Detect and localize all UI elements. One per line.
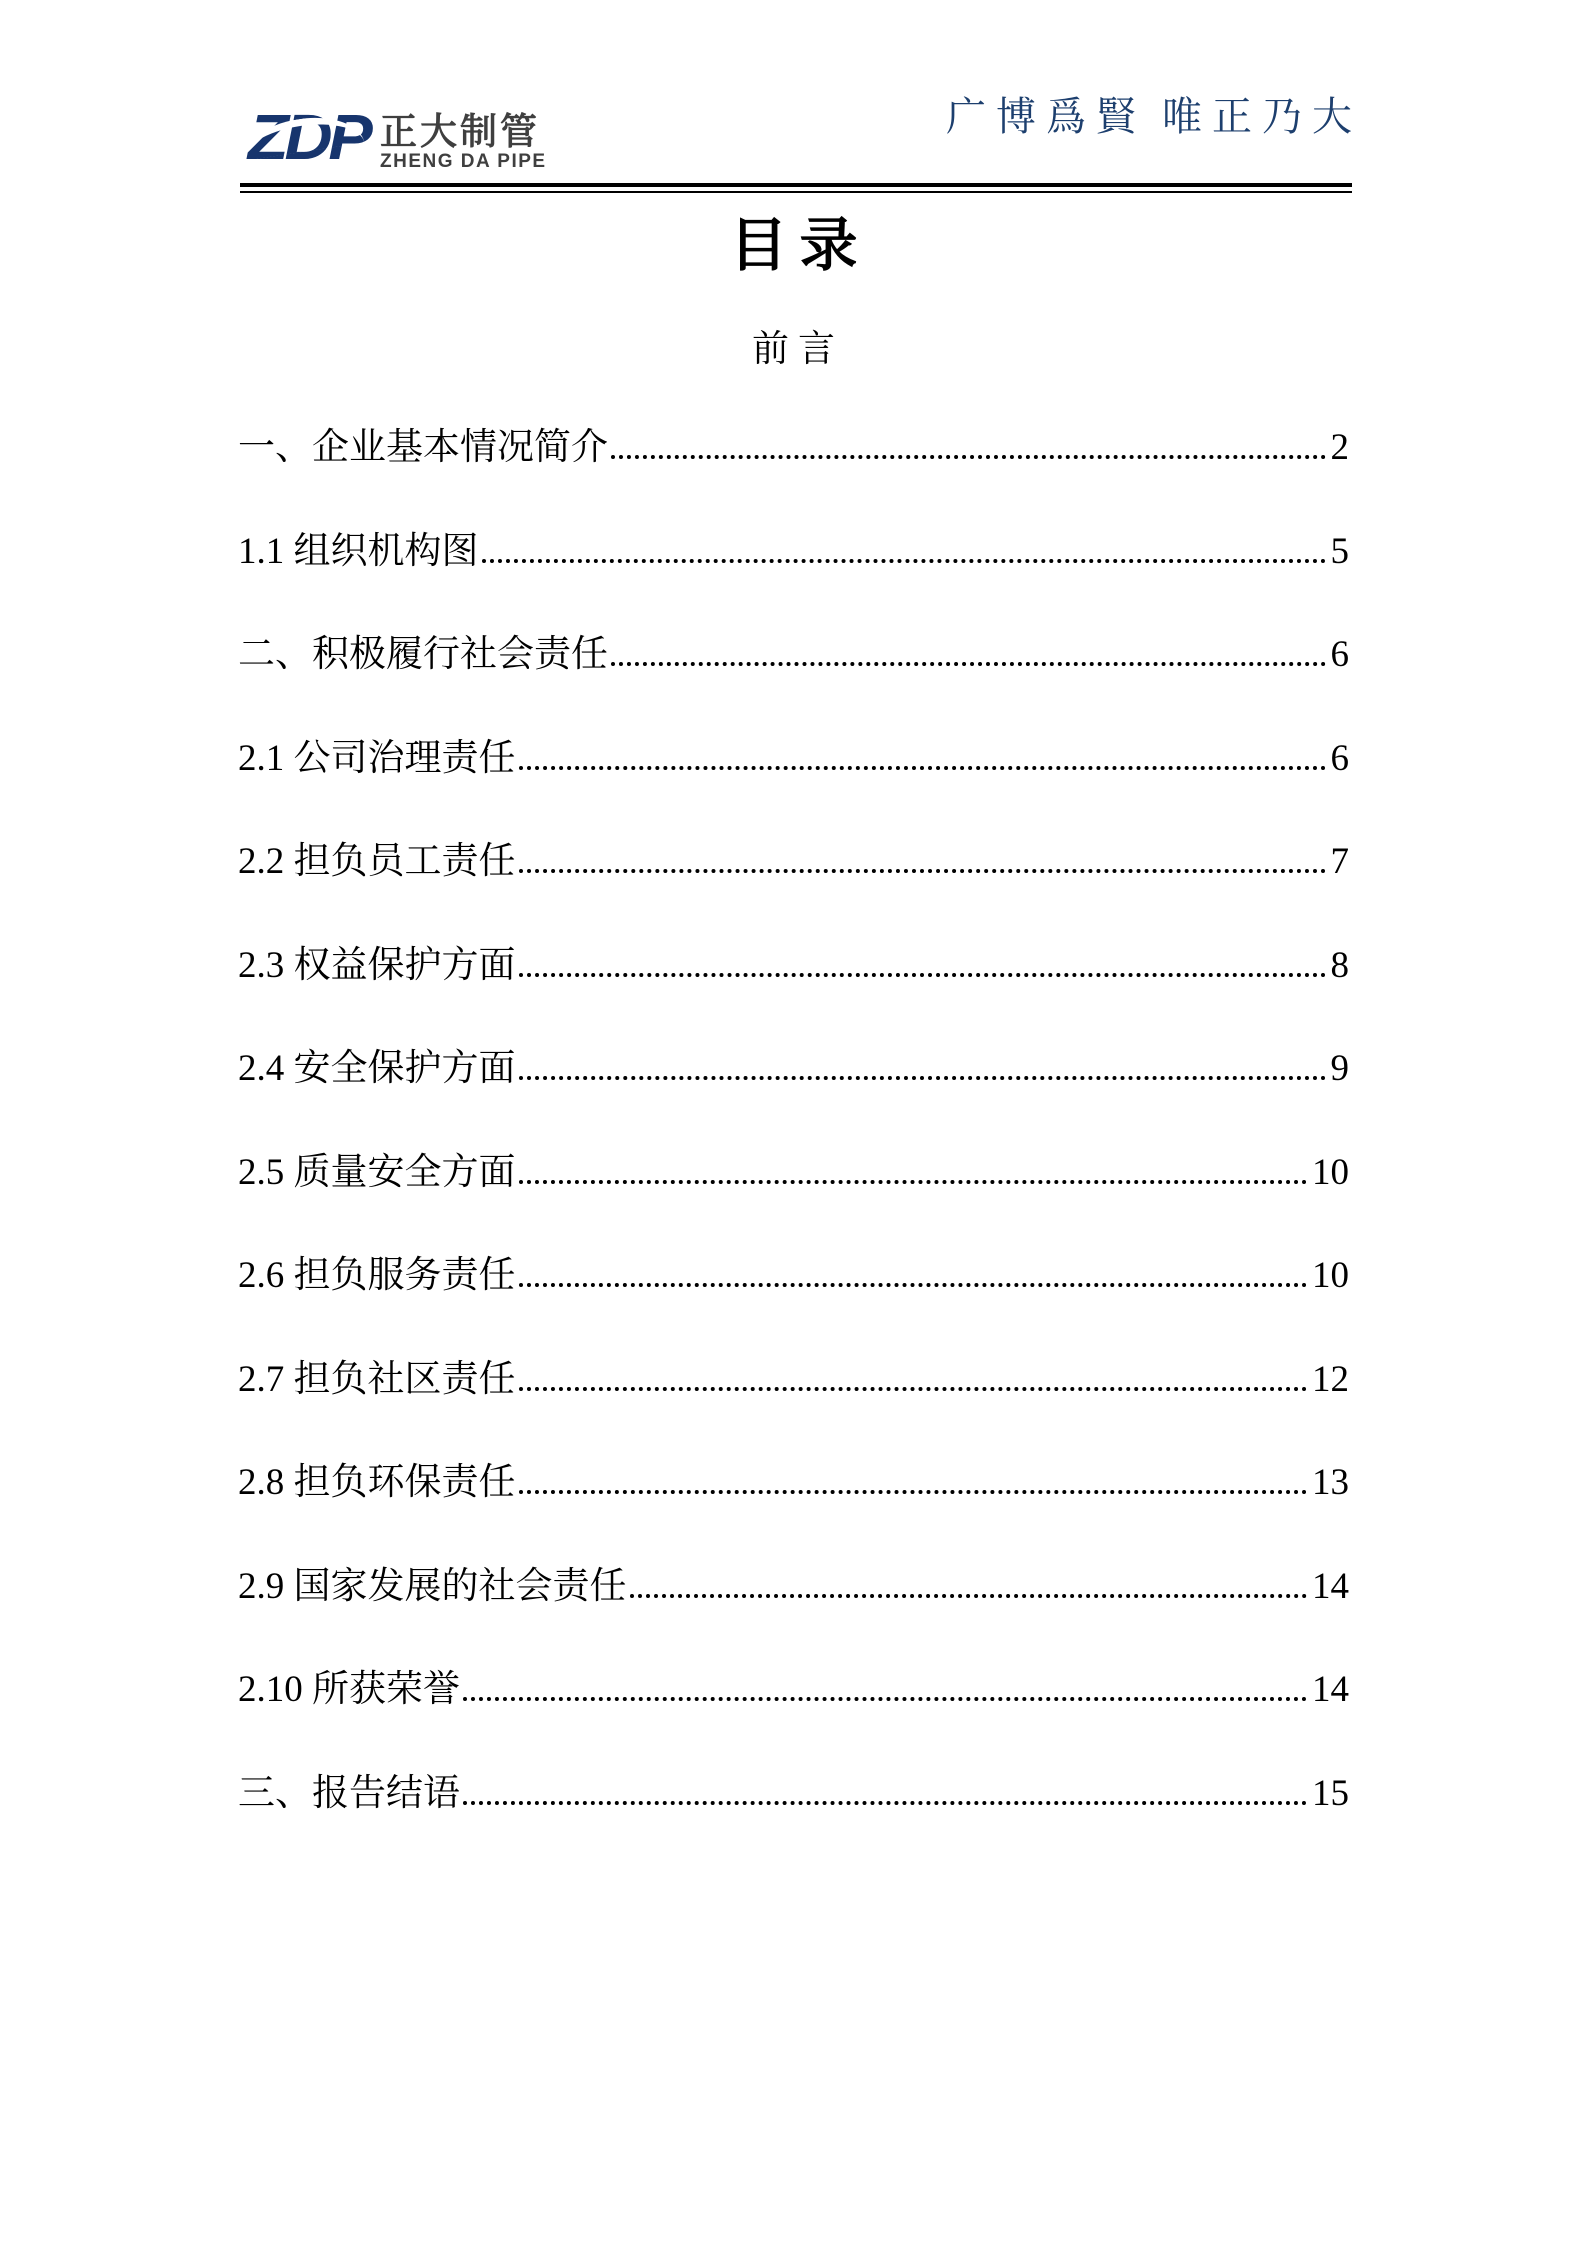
toc-entry-page: 5	[1330, 530, 1349, 572]
toc-entry-label: 2.10 所获荣誉	[238, 1669, 460, 1710]
toc-dot-leader	[482, 559, 1326, 563]
toc-entry[interactable]	[238, 532, 1349, 572]
toc-dot-leader	[611, 455, 1326, 459]
toc-entry[interactable]	[238, 842, 1349, 882]
toc-entry-page: 12	[1312, 1358, 1349, 1400]
toc-entry[interactable]	[238, 1256, 1349, 1296]
toc-entry-page: 6	[1330, 634, 1349, 675]
toc-entry-page: 10	[1312, 1255, 1349, 1296]
toc-entry-label: 一、企业基本情况简介	[238, 427, 608, 468]
toc-entry[interactable]	[238, 739, 1349, 779]
toc-dot-leader	[519, 973, 1326, 977]
toc-entry-label: 2.3 权益保护方面	[238, 944, 516, 986]
toc-entry-label: 2.7 担负社区责任	[238, 1358, 516, 1400]
toc-entry[interactable]	[238, 1774, 1349, 1814]
zdp-logo-initials	[248, 101, 369, 173]
toc-entry[interactable]	[238, 1049, 1349, 1089]
toc-entry-page: 13	[1312, 1462, 1349, 1503]
toc-entry-page: 7	[1330, 841, 1349, 882]
company-name-cn: 正大制管	[380, 111, 540, 152]
toc-entry-label: 三、报告结语	[238, 1772, 460, 1814]
toc-entry-label: 2.5 质量安全方面	[238, 1151, 516, 1193]
toc-entry-page: 15	[1312, 1772, 1349, 1814]
zdp-logo-text: ZDP	[248, 101, 369, 173]
toc-dot-leader	[519, 1076, 1326, 1080]
toc-entry-page: 14	[1312, 1565, 1349, 1607]
toc-entry-page: 8	[1330, 944, 1349, 986]
toc-entry-label: 2.9 国家发展的社会责任	[238, 1565, 627, 1607]
toc-entry[interactable]	[238, 1463, 1349, 1503]
toc-entry-label: 2.2 担负员工责任	[238, 841, 516, 882]
toc-entry[interactable]	[238, 635, 1349, 675]
preface-heading: 前言	[752, 329, 844, 370]
toc-dot-leader	[519, 766, 1326, 770]
toc-entry-page: 6	[1330, 737, 1349, 779]
toc-entry-page: 9	[1330, 1048, 1349, 1089]
toc-entry-page: 10	[1312, 1151, 1349, 1193]
toc-dot-leader	[630, 1594, 1308, 1598]
toc-dot-leader	[463, 1801, 1307, 1805]
page-header	[238, 0, 1362, 195]
toc-dot-leader	[519, 1490, 1308, 1494]
header-divider-rule	[240, 183, 1352, 193]
motto-left: 广博爲賢	[946, 94, 1146, 139]
toc-entry-page: 2	[1330, 427, 1349, 468]
toc-dot-leader	[463, 1697, 1307, 1701]
toc-entry-label: 2.8 担负环保责任	[238, 1462, 516, 1503]
toc-entry-label: 1.1 组织机构图	[238, 530, 479, 572]
toc-entry-label: 2.4 安全保护方面	[238, 1048, 516, 1089]
toc-dot-leader	[519, 1283, 1308, 1287]
toc-entry[interactable]	[238, 1153, 1349, 1193]
toc-entry[interactable]	[238, 1360, 1349, 1400]
toc-entry[interactable]	[238, 946, 1349, 986]
toc-list	[238, 428, 1349, 1877]
toc-dot-leader	[519, 1387, 1308, 1391]
toc-entry-page: 14	[1312, 1669, 1349, 1710]
toc-entry-label: 2.6 担负服务责任	[238, 1255, 516, 1296]
toc-dot-leader	[611, 662, 1326, 666]
company-name-en: ZHENG DA PIPE	[380, 151, 547, 172]
toc-entry[interactable]	[238, 1670, 1349, 1710]
page-title: 目录	[729, 213, 870, 278]
logo-text-block	[380, 110, 547, 172]
motto-right: 唯正乃大	[1162, 94, 1362, 139]
header-motto	[946, 94, 1362, 140]
toc-dot-leader	[519, 1180, 1308, 1184]
toc-dot-leader	[519, 869, 1326, 873]
toc-entry-label: 二、积极履行社会责任	[238, 634, 608, 675]
toc-entry-label: 2.1 公司治理责任	[238, 737, 516, 779]
toc-entry[interactable]	[238, 1567, 1349, 1607]
company-logo	[248, 101, 547, 173]
toc-entry[interactable]	[238, 428, 1349, 468]
